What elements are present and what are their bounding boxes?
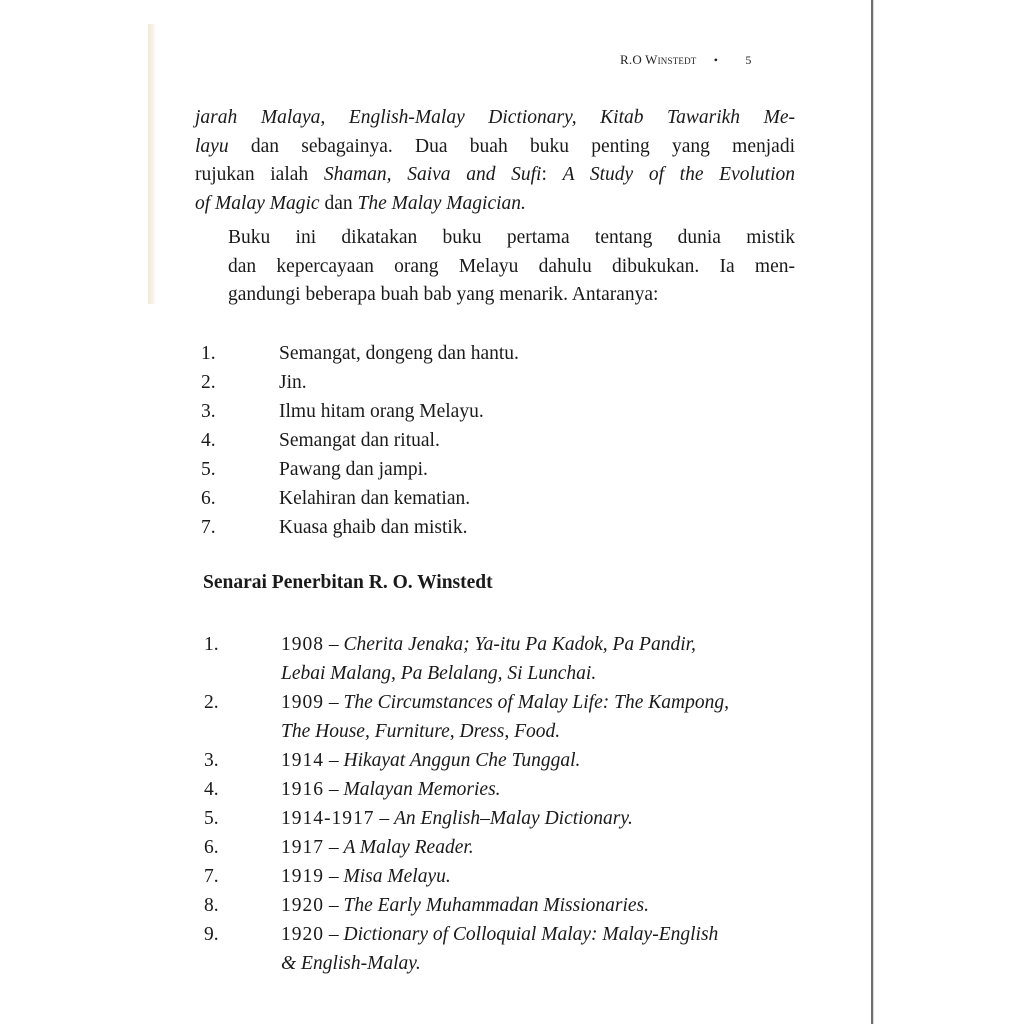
- italic-title-text: layu: [195, 135, 229, 157]
- dash-separator: –: [324, 634, 344, 655]
- publication-item: [195, 746, 815, 775]
- paragraph-line: [195, 104, 795, 133]
- paragraph-line: [195, 190, 795, 219]
- chapter-item: [195, 426, 815, 455]
- chapter-item: [195, 484, 815, 513]
- publication-year: 1919: [281, 866, 324, 887]
- running-header-separator: •: [713, 53, 719, 67]
- italic-title-text: The Malay Magician.: [357, 192, 526, 214]
- publication-entry: [281, 891, 815, 920]
- chapter-title: Jin.: [279, 372, 307, 393]
- publication-year: 1920: [281, 924, 324, 945]
- dash-separator: –: [324, 895, 344, 916]
- publication-title: Hikayat Anggun Che Tunggal.: [343, 750, 581, 771]
- chapter-number: 7.: [201, 517, 216, 538]
- publication-number: 1.: [204, 634, 219, 655]
- chapter-number: 2.: [201, 372, 216, 393]
- publication-item: [195, 630, 815, 688]
- publication-entry: [281, 804, 815, 833]
- publication-item: [195, 862, 815, 891]
- paragraph-line: [195, 161, 795, 190]
- body-text: rujukan ialah: [195, 164, 324, 185]
- publication-number: 5.: [204, 808, 219, 829]
- running-header: [620, 52, 752, 68]
- publication-number: 4.: [204, 779, 219, 800]
- paragraph-line: gandungi beberapa buah bab yang menarik. Antaranya:: [228, 284, 659, 305]
- publication-item: [195, 775, 815, 804]
- publication-title: Malayan Memories.: [343, 779, 501, 800]
- publication-title: Misa Melayu.: [343, 866, 451, 887]
- italic-title-text: of Malay Magic: [195, 192, 320, 214]
- publication-year: 1920: [281, 895, 324, 916]
- body-text: :: [541, 164, 563, 185]
- publication-year: 1916: [281, 779, 324, 800]
- chapter-title: Kelahiran dan kematian.: [279, 488, 471, 509]
- publication-entry: [281, 833, 815, 862]
- publication-title: Lebai Malang, Pa Belalang, Si Lunchai.: [281, 663, 597, 684]
- dash-separator: –: [324, 837, 344, 858]
- chapter-number: 4.: [201, 430, 216, 451]
- body-text: dan sebagainya. Dua buah buku penting yang menjadi: [228, 135, 795, 157]
- dash-separator: –: [324, 866, 344, 887]
- publication-entry: [281, 920, 815, 949]
- publication-title: The Early Muhammadan Missionaries.: [343, 895, 649, 916]
- italic-title-text: Shaman, Saiva and Sufi: [323, 164, 542, 185]
- publication-item: [195, 920, 815, 978]
- chapter-list: [195, 339, 815, 542]
- italic-title-text: jarah Malaya, English-Malay Dictionary, Kitab Tawarikh Me-: [195, 107, 795, 128]
- publication-entry: [281, 775, 815, 804]
- chapter-number: 1.: [201, 343, 216, 364]
- publication-number: 9.: [204, 924, 219, 945]
- chapter-title: Kuasa ghaib dan mistik.: [279, 517, 468, 538]
- chapter-number: 3.: [201, 401, 216, 422]
- publication-title: The Circumstances of Malay Life: The Kampong,: [343, 692, 729, 713]
- paragraph-line: Buku ini dikatakan buku pertama tentang dunia mistik: [228, 227, 795, 248]
- publication-entry: [281, 630, 815, 659]
- dash-separator: –: [324, 924, 344, 945]
- paragraph-line: dan kepercayaan orang Melayu dahulu dibukukan. Ia men-: [228, 255, 795, 277]
- page-edge-highlight: [873, 0, 874, 1024]
- publication-year: 1909: [281, 692, 324, 713]
- publication-number: 3.: [204, 750, 219, 771]
- publication-item: [195, 804, 815, 833]
- paragraph-book-description: [195, 224, 795, 310]
- publication-entry: [281, 862, 815, 891]
- page-gutter-shadow: [148, 24, 156, 304]
- page-number: 5: [745, 53, 752, 67]
- chapter-item: [195, 339, 815, 368]
- publication-list: [195, 630, 815, 978]
- chapter-item: [195, 455, 815, 484]
- chapter-title: Semangat dan ritual.: [279, 430, 440, 451]
- publication-item: [195, 688, 815, 746]
- section-heading-publications: Senarai Penerbitan R. O. Winstedt: [203, 572, 493, 593]
- chapter-title: Ilmu hitam orang Melayu.: [279, 401, 484, 422]
- dash-separator: –: [324, 750, 344, 771]
- publication-item: [195, 891, 815, 920]
- publication-title: & English-Malay.: [281, 953, 421, 974]
- publication-year: 1917: [281, 837, 324, 858]
- chapter-number: 6.: [201, 488, 216, 509]
- publication-title: An English–Malay Dictionary.: [394, 808, 633, 829]
- publication-title: A Malay Reader.: [343, 837, 474, 858]
- publication-entry: [281, 746, 815, 775]
- publication-item: [195, 833, 815, 862]
- publication-title: The House, Furniture, Dress, Food.: [281, 721, 561, 742]
- publication-entry-continued: [281, 717, 815, 746]
- publication-number: 2.: [204, 692, 219, 713]
- publication-number: 8.: [204, 895, 219, 916]
- dash-separator: –: [374, 808, 394, 829]
- dash-separator: –: [324, 692, 344, 713]
- publication-number: 7.: [204, 866, 219, 887]
- chapter-number: 5.: [201, 459, 216, 480]
- chapter-item: [195, 368, 815, 397]
- paragraph-book-references: [195, 104, 795, 218]
- publication-year: 1914-1917: [281, 808, 375, 829]
- chapter-item: [195, 513, 815, 542]
- chapter-title: Semangat, dongeng dan hantu.: [279, 343, 519, 364]
- publication-year: 1914: [281, 750, 324, 771]
- publication-number: 6.: [204, 837, 219, 858]
- publication-year: 1908: [281, 634, 324, 655]
- italic-title-text: A Study of the Evolution: [562, 164, 795, 185]
- publication-entry-continued: [281, 949, 815, 978]
- publication-entry: [281, 688, 815, 717]
- chapter-title: Pawang dan jampi.: [279, 459, 428, 480]
- dash-separator: –: [324, 779, 344, 800]
- publication-title: Dictionary of Colloquial Malay: Malay-English: [343, 924, 719, 945]
- publication-title: Cherita Jenaka; Ya-itu Pa Kadok, Pa Pandir,: [343, 634, 696, 655]
- paragraph-line: [195, 133, 795, 162]
- body-text: dan: [319, 192, 358, 214]
- publication-entry-continued: [281, 659, 815, 688]
- chapter-item: [195, 397, 815, 426]
- running-header-author: R.O Winstedt: [620, 52, 697, 67]
